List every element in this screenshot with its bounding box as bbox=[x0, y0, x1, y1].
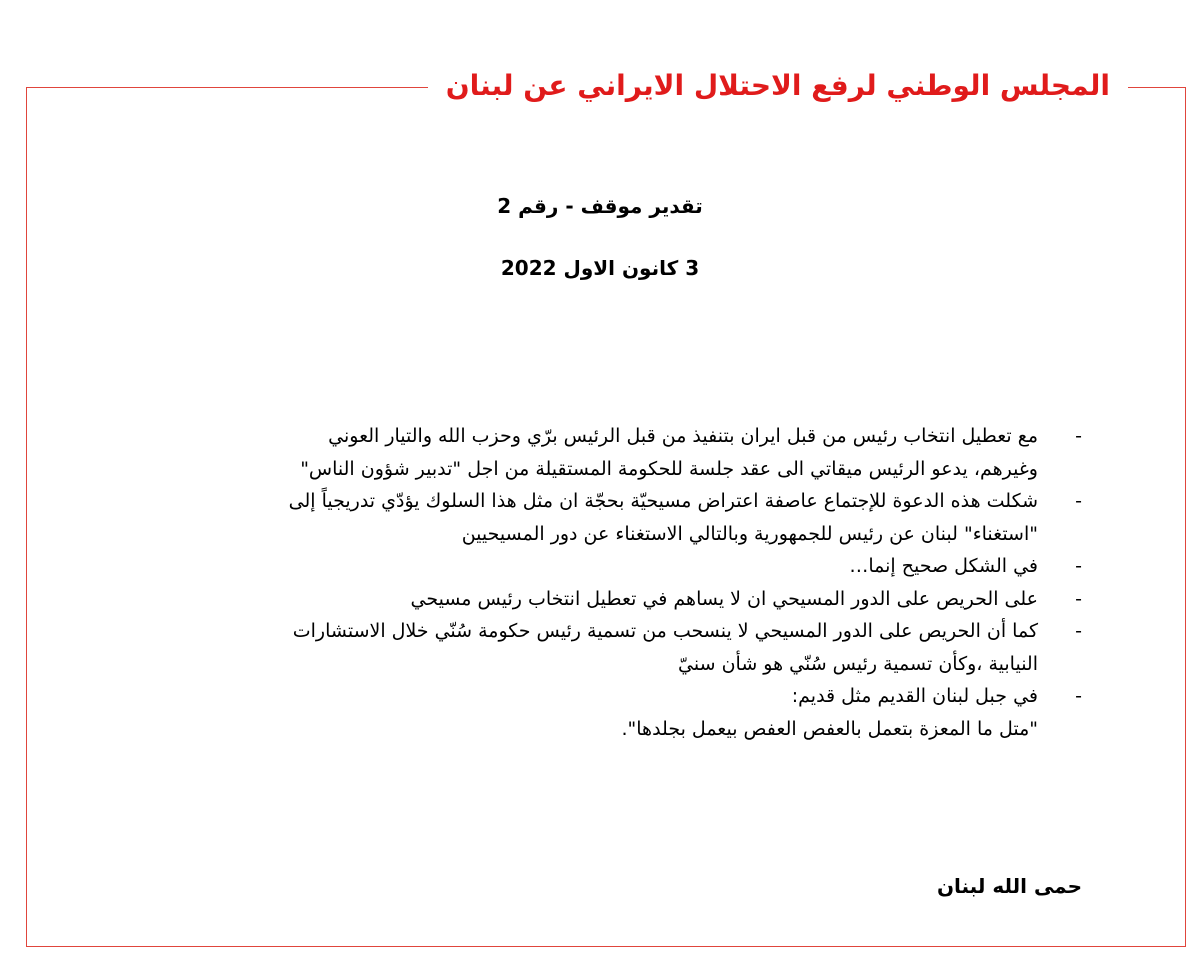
bullet-line: مع تعطيل انتخاب رئيس من قبل ايران بتنفيذ من قبل الرئيس برّي وحزب الله والتيار العوني bbox=[328, 425, 1038, 447]
bullet-line: "استغناء" لبنان عن رئيس للجمهورية وبالتالي الاستغناء عن دور المسيحيين bbox=[461, 522, 1038, 545]
organization-title: المجلس الوطني لرفع الاحتلال الايراني عن لبنان bbox=[428, 62, 1128, 110]
bullet-line: "متل ما المعزة بتعمل بالعفص العفص بيعمل بجلدها". bbox=[621, 717, 1038, 740]
bullet-line: كما أن الحريص على الدور المسيحي لا ينسحب من تسمية رئيس حكومة سُنّي خلال الاستشارات bbox=[292, 620, 1038, 642]
dash-bullet: - bbox=[1075, 425, 1082, 447]
list-item bbox=[182, 615, 1082, 680]
document-date: 3 كانون الاول 2022 bbox=[500, 256, 700, 280]
bullet-line: في جبل لبنان القديم مثل قديم: bbox=[791, 685, 1038, 707]
list-item bbox=[182, 583, 1082, 616]
document-subtitle: تقدير موقف - رقم 2 bbox=[497, 194, 703, 218]
bullet-line: شكلت هذه الدعوة للإجتماع عاصفة اعتراض مسيحيّة بحجّة ان مثل هذا السلوك يؤدّي تدريجياً إلى bbox=[288, 490, 1038, 512]
dash-bullet: - bbox=[1075, 587, 1082, 610]
bullet-list bbox=[182, 420, 1082, 745]
bullet-line: على الحريص على الدور المسيحي ان لا يساهم في تعطيل انتخاب رئيس مسيحي bbox=[410, 587, 1038, 610]
list-item bbox=[182, 485, 1082, 550]
closing-signoff: حمى الله لبنان bbox=[936, 874, 1082, 898]
bullet-line: وغيرهم، يدعو الرئيس ميقاتي الى عقد جلسة للحكومة المستقيلة من اجل "تدبير شؤون الناس" bbox=[300, 457, 1038, 480]
dash-bullet: - bbox=[1075, 685, 1082, 707]
dash-bullet: - bbox=[1075, 490, 1082, 512]
dash-bullet: - bbox=[1075, 620, 1082, 642]
bullet-line: في الشكل صحيح إنما… bbox=[849, 555, 1038, 577]
dash-bullet: - bbox=[1075, 555, 1082, 577]
list-item bbox=[182, 680, 1082, 745]
list-item bbox=[182, 420, 1082, 485]
bullet-line: النيابية ،وكأن تسمية رئيس سُنّي هو شأن سنيّ bbox=[678, 652, 1038, 675]
list-item bbox=[182, 550, 1082, 583]
